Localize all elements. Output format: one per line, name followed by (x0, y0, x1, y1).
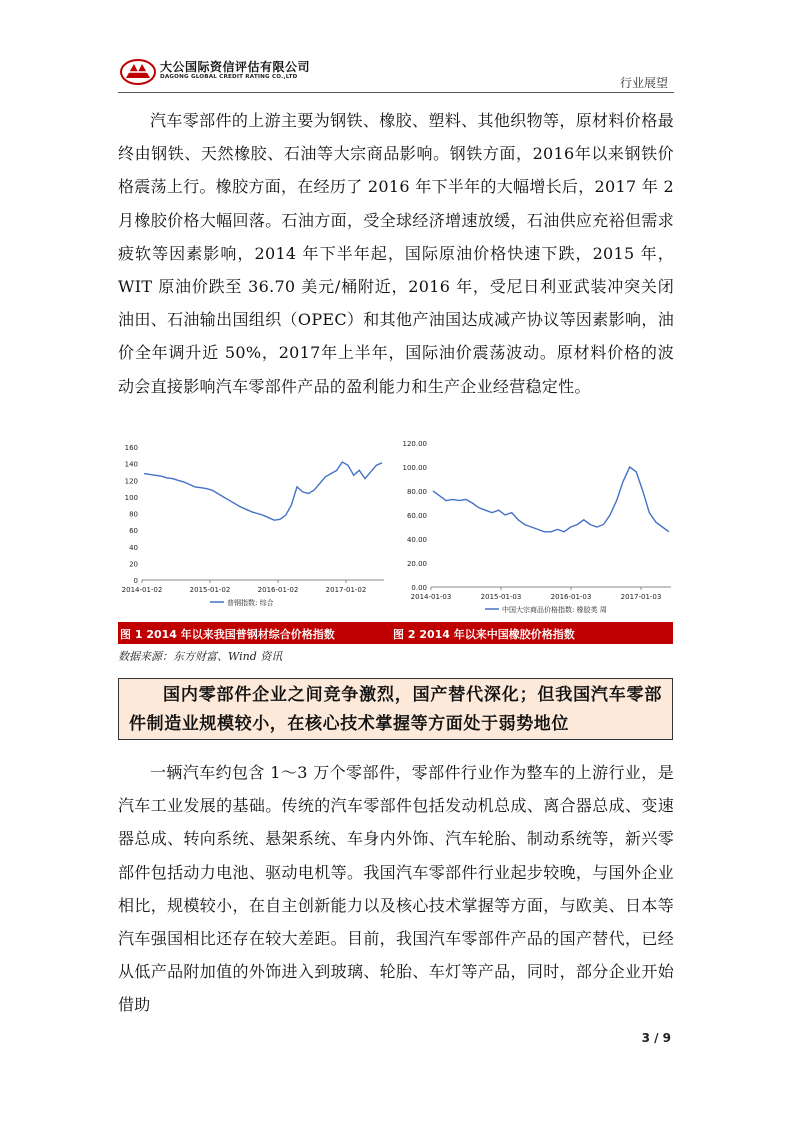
y-tick-label: 20 (129, 560, 138, 569)
x-tick-label: 2016-01-03 (550, 593, 592, 601)
y-tick-label: 160 (124, 444, 138, 452)
steel-chart-svg (118, 434, 388, 614)
figure2-caption: 图 2 2014 年以来中国橡胶价格指数 (393, 628, 575, 641)
y-tick-label: 140 (124, 460, 138, 469)
figure1-caption: 图 1 2014 年以来我国普钢材综合价格指数 (120, 628, 335, 641)
y-tick-label: 40.00 (406, 536, 427, 544)
x-tick-label: 2017-01-03 (620, 593, 662, 601)
legend-label: 中国大宗商品价格指数: 橡胶类 周 (502, 606, 607, 614)
x-tick-label: 2017-01-02 (325, 586, 367, 594)
y-tick-label: 0.00 (411, 584, 427, 592)
figure-caption-bar (118, 622, 673, 644)
y-tick-label: 80.00 (406, 488, 427, 496)
section-heading: 国内零部件企业之间竞争激烈，国产替代深化；但我国汽车零部件制造业规模较小，在核心技术掌握等方面处于弱势地位 (129, 685, 662, 734)
x-tick-label: 2015-01-03 (480, 593, 522, 601)
x-tick-label: 2014-01-02 (121, 586, 163, 594)
x-tick-label: 2014-01-03 (410, 593, 452, 601)
paragraph-raw-materials: 汽车零部件的上游主要为钢铁、橡胶、塑料、其他织物等，原材料价格最终由钢铁、天然橡胶、石油等大宗商品影响。钢铁方面，2016年以来钢铁价格震荡上行。橡胶方面，在经历了 2016 年下半年的大幅增长后，2017 年 2 月橡胶价格大幅回落。石油方面，受全球经济增速放缓，石油供应充裕但需求疲软等因素影响，2014 年下半年起，国际原油价格快速下跌，2015 年，WIT 原油价跌至 36.70 美元/桶附近，2016 年，受尼日利亚武装冲突关闭油田、石油输出国组织（OPEC）和其他产油国达成减产协议等因素影响，油价全年调升近 50%，2017年上半年，国际油价震荡波动。原材料价格的波动会直接影响汽车零部件产品的盈利能力和生产企业经营稳定性。 (118, 111, 674, 396)
x-tick-label: 2016-01-02 (257, 586, 299, 594)
rubber-chart-svg (393, 434, 675, 614)
steel-price-chart (118, 434, 388, 614)
dagong-logo-icon (120, 58, 156, 86)
page-number: 3 / 9 (641, 1031, 671, 1045)
y-tick-label: 120.00 (402, 440, 427, 448)
y-tick-label: 20.00 (406, 560, 427, 568)
y-tick-label: 100 (124, 493, 138, 502)
y-tick-label: 120 (124, 477, 138, 486)
legend-label: 普钢指数: 综合 (227, 599, 274, 607)
data-source: 数据来源：东方财富、Wind 资讯 (118, 650, 283, 663)
x-tick-label: 2015-01-02 (189, 586, 231, 594)
section-title: 行业展望 (619, 76, 668, 90)
y-tick-label: 60 (129, 527, 138, 536)
logo-chinese-name: 大公国际资信评估有限公司 (160, 60, 311, 74)
section-heading-box (118, 678, 673, 740)
y-tick-label: 40 (129, 543, 138, 552)
page-header (118, 52, 674, 93)
paragraph-parts-industry: 一辆汽车约包含 1～3 万个零部件，零部件行业作为整车的上游行业，是汽车工业发展的基础。传统的汽车零部件包括发动机总成、离合器总成、变速器总成、转向系统、悬架系统、车身内外饰、汽车轮胎、制动系统等，新兴零部件包括动力电池、驱动电机等。我国汽车零部件行业起步较晚，与国外企业相比，规模较小，在自主创新能力以及核心技术掌握等方面，与欧美、日本等汽车强国相比还存在较大差距。目前，我国汽车零部件产品的国产替代，已经从低产品附加值的外饰进入到玻璃、轮胎、车灯等产品，同时，部分企业开始借助 (118, 763, 674, 1015)
rubber-price-chart (393, 434, 675, 614)
company-logo (118, 58, 318, 88)
logo-english-name: DAGONG GLOBAL CREDIT RATING CO.,LTD (160, 74, 298, 80)
series-line (433, 467, 669, 532)
y-tick-label: 80 (129, 510, 138, 519)
y-tick-label: 0 (133, 577, 138, 585)
y-tick-label: 60.00 (406, 512, 427, 520)
series-line (144, 462, 382, 520)
y-tick-label: 100.00 (402, 464, 427, 472)
